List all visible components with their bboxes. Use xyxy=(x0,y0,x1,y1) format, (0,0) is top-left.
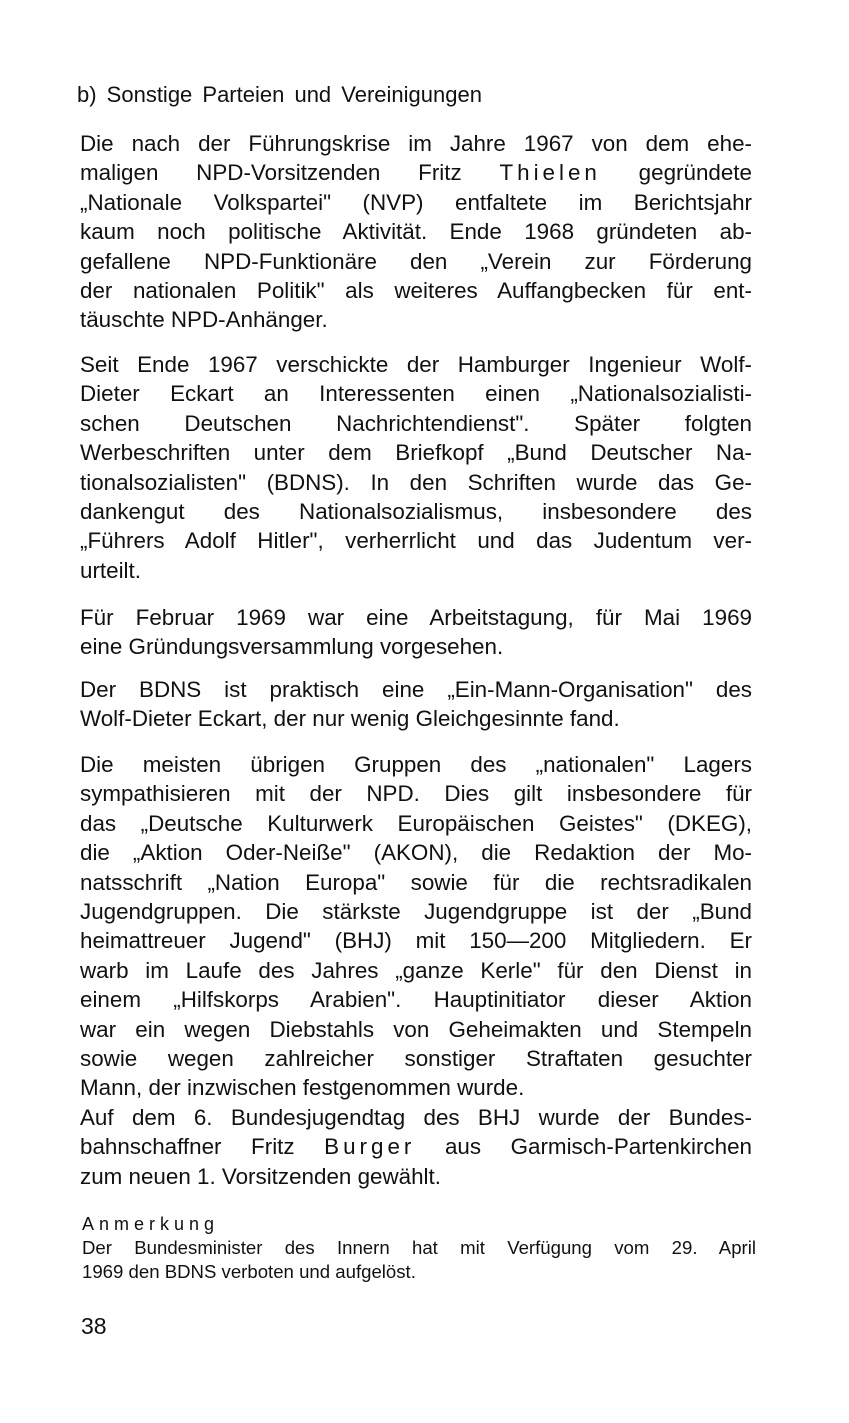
text-line: dankengut des Nationalsozialismus, insbesondere des xyxy=(80,499,752,525)
text-fragment: bahnschaffner Fritz xyxy=(80,1134,295,1160)
text-fragment: gegründete xyxy=(638,160,752,186)
text-line: Die meisten übrigen Gruppen des „nationalen" Lagers xyxy=(80,752,752,777)
text-line xyxy=(80,158,752,187)
page-number: 38 xyxy=(81,1313,107,1339)
note-label: Anmerkung xyxy=(82,1214,220,1234)
section-heading: b) Sonstige Parteien und Vereinigungen xyxy=(77,82,482,107)
text-line: Dieter Eckart an Interessenten einen „Nationalsozialisti- xyxy=(80,381,752,407)
paragraph-meetings xyxy=(80,603,752,662)
text-line: die „Aktion Oder-Neiße" (AKON), die Redaktion der Mo- xyxy=(80,840,752,866)
text-line: schen Deutschen Nachrichtendienst". Später folgten xyxy=(80,410,752,436)
text-line xyxy=(80,1132,752,1161)
text-line: einem „Hilfskorps Arabien". Hauptinitiator dieser Aktion xyxy=(80,987,752,1013)
paragraph-one-man-organisation xyxy=(80,675,752,734)
text-line: Auf dem 6. Bundesjugendtag des BHJ wurde der Bundes- xyxy=(80,1104,752,1130)
note-text xyxy=(82,1236,756,1284)
text-line: Jugendgruppen. Die stärkste Jugendgruppe ist der „Bund xyxy=(80,899,752,925)
paragraph-npd-splinter-groups xyxy=(80,129,752,335)
text-line: Werbeschriften unter dem Briefkopf „Bund Deutscher Na- xyxy=(80,440,752,466)
text-fragment: maligen NPD-Vorsitzenden Fritz xyxy=(80,160,462,186)
text-line: eine Gründungsversammlung vorgesehen. xyxy=(80,634,504,660)
text-line: natsschrift „Nation Europa" sowie für die rechtsradikalen xyxy=(80,869,752,895)
text-line: urteilt. xyxy=(80,557,141,583)
text-fragment: aus Garmisch-Partenkirchen xyxy=(444,1134,752,1160)
text-line: täuschte NPD-Anhänger. xyxy=(80,307,328,333)
text-line: das „Deutsche Kulturwerk Europäischen Geistes" (DKEG), xyxy=(80,810,752,836)
spaced-name-thielen: Thielen xyxy=(499,160,601,186)
text-line: heimattreuer Jugend" (BHJ) mit 150—200 Mitgliedern. Er xyxy=(80,928,752,954)
text-line: „Nationale Volkspartei" (NVP) entfaltete im Berichtsjahr xyxy=(80,189,752,215)
text-line: der nationalen Politik" als weiteres Auffangbecken für ent- xyxy=(80,278,752,304)
text-line: gefallene NPD-Funktionäre den „Verein zur Förderung xyxy=(80,248,752,274)
text-line: Wolf-Dieter Eckart, der nur wenig Gleichgesinnte fand. xyxy=(80,706,620,732)
text-line: sowie wegen zahlreicher sonstiger Straftaten gesuchter xyxy=(80,1046,752,1072)
text-line: Der BDNS ist praktisch eine „Ein-Mann-Organisation" des xyxy=(80,677,752,702)
text-line: zum neuen 1. Vorsitzenden gewählt. xyxy=(80,1163,441,1189)
text-line: sympathisieren mit der NPD. Dies gilt insbesondere für xyxy=(80,781,752,807)
text-line: warb im Laufe des Jahres „ganze Kerle" für den Dienst in xyxy=(80,957,752,983)
text-line: Der Bundesminister des Innern hat mit Verfügung vom 29. April xyxy=(82,1237,756,1258)
text-line: Die nach der Führungskrise im Jahre 1967 von dem ehe- xyxy=(80,131,752,156)
text-line: „Führers Adolf Hitler", verherrlicht und das Judentum ver- xyxy=(80,528,752,554)
text-line: tionalsozialisten" (BDNS). In den Schriften wurde das Ge- xyxy=(80,469,752,495)
text-line: 1969 den BDNS verboten und aufgelöst. xyxy=(82,1261,416,1282)
text-line: Mann, der inzwischen festgenommen wurde. xyxy=(80,1075,525,1101)
text-line: kaum noch politische Aktivität. Ende 1968 gründeten ab- xyxy=(80,219,752,245)
text-line: Seit Ende 1967 verschickte der Hamburger Ingenieur Wolf- xyxy=(80,352,752,377)
paragraph-other-groups xyxy=(80,750,752,1191)
text-line: war ein wegen Diebstahls von Geheimakten und Stempeln xyxy=(80,1016,752,1042)
paragraph-bdns xyxy=(80,350,752,585)
text-line: Für Februar 1969 war eine Arbeitstagung, für Mai 1969 xyxy=(80,605,752,630)
spaced-name-burger: Burger xyxy=(324,1134,416,1160)
